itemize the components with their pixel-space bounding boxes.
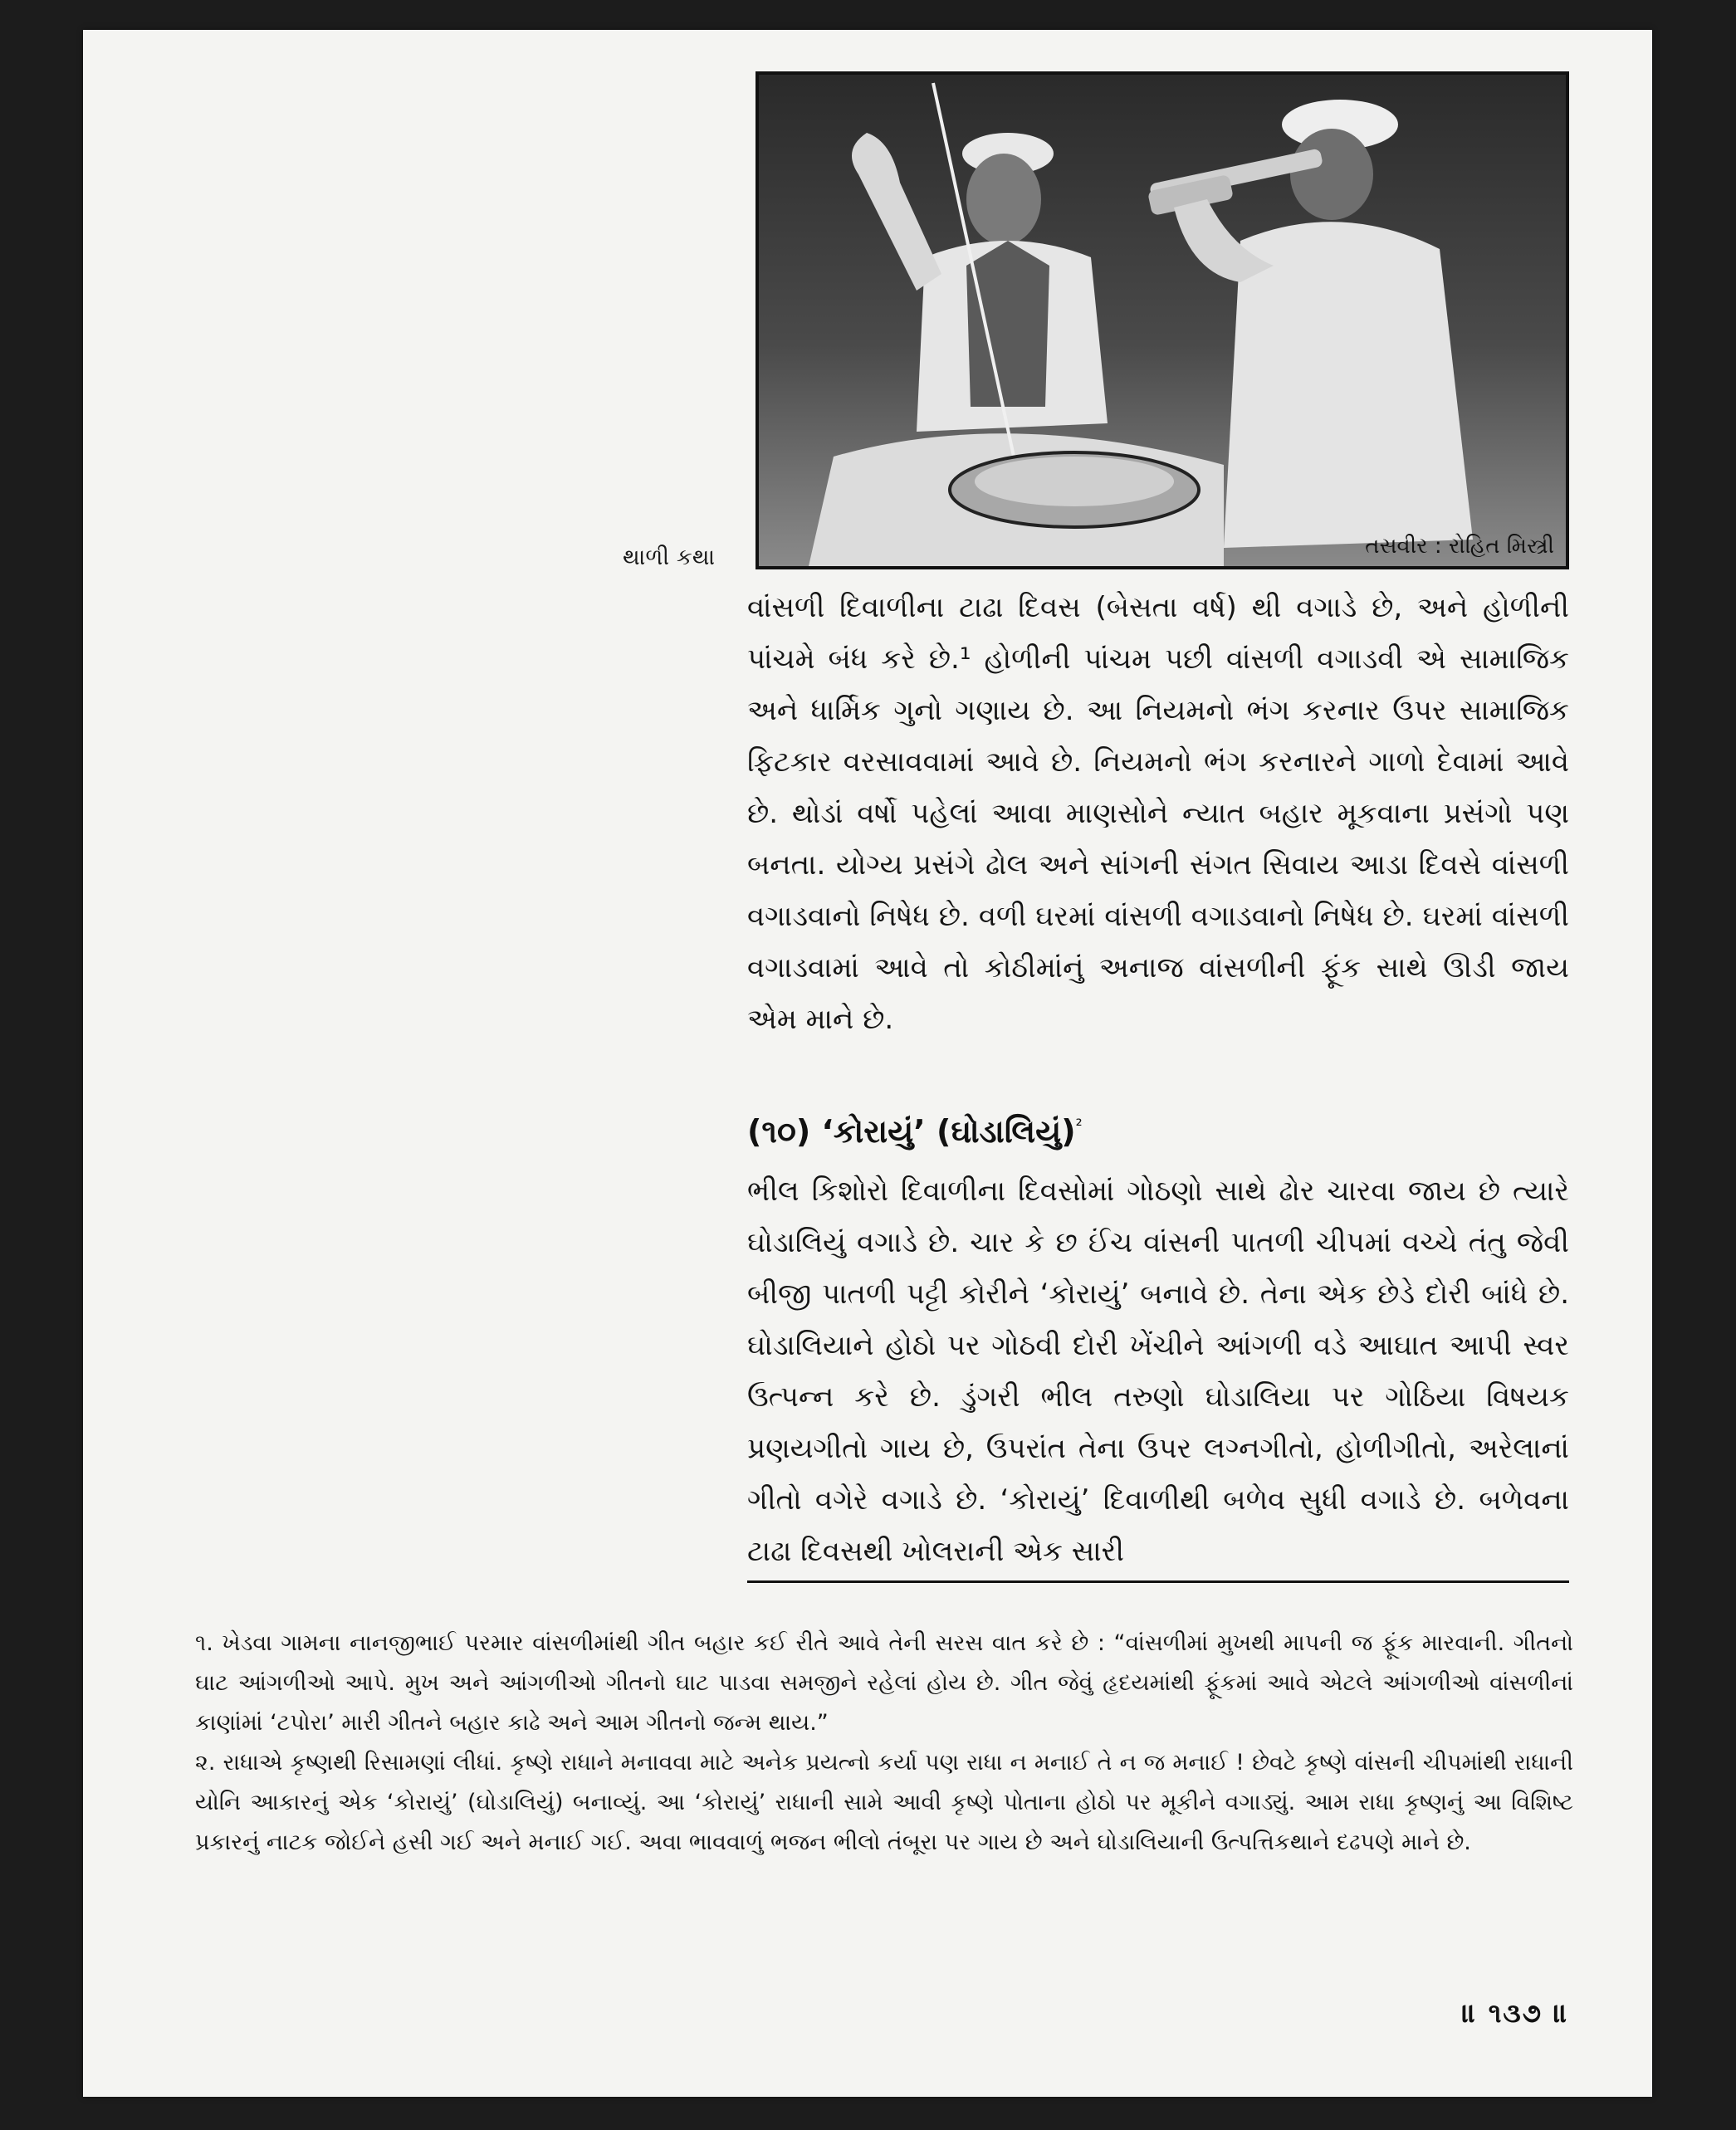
photo-illustration [759, 75, 1566, 566]
section-heading [747, 1113, 1083, 1150]
paragraph-vansli: વાંસળી દિવાળીના ટાઢા દિવસ (બેસતા વર્ષ) થી વગાડે છે, અને હોળીની પાંચમે બંધ કરે છે.¹ હોળીની પાંચમ પછી વાંસળી વગાડવી એ સામાજિક અને ધાર્મિક ગુનો ગણાય છે. આ નિયમનો ભંગ કરનાર ઉપર સામાજિક ફિટકાર વરસાવવામાં આવે છે. નિયમનો ભંગ કરનારને ગાળો દેવામાં આવે છે. થોડાં વર્ષો પહેલાં આવા માણસોને ન્યાત બહાર મૂકવાના પ્રસંગો પણ બનતા. યોગ્ય પ્રસંગે ઢોલ અને સાંગની સંગત સિવાય આડા દિવસે વાંસળી વગાડવાનો નિષેધ છે. વળી ઘરમાં વાંસળી વગાડવાનો નિષેધ છે. ઘરમાં વાંસળી વગાડવામાં આવે તો કોઠીમાંનું અનાજ વાંસળીની ફૂંક સાથે ઊડી જાય એમ માને છે. [747, 591, 1569, 1036]
body-text-block-1 [747, 582, 1569, 1045]
section-heading-text: (૧૦) ‘કોરાયું’ (ઘોડાલિયું) [747, 1113, 1076, 1150]
photograph-thali-katha [756, 71, 1569, 569]
footnote-2: ૨. રાધાએ કૃષ્ણથી રિસામણાં લીધાં. કૃષ્ણે રાધાને મનાવવા માટે અનેક પ્રયત્નો કર્યા પણ રાધા ન મનાઈ તે ન જ મનાઈ ! છેવટે કૃષ્ણે વાંસની ચીપમાંથી રાધાની યોનિ આકારનું એક ‘કોરાયું’ (ઘોડાલિયું) બનાવ્યું. આ ‘કોરાયું’ રાધાની સામે આવી કૃષ્ણે પોતાના હોઠો પર મૂકીને વગાડ્યું. આમ રાધા કૃષ્ણનું આ વિશિષ્ટ પ્રકારનું નાટક જોઈને હસી ગઈ અને મનાઈ ગઈ. અવા ભાવવાળું ભજન ભીલો તંબૂરા પર ગાય છે અને ઘોડાલિયાની ઉત્પત્તિકથાને દઢપણે માને છે. [195, 1750, 1573, 1855]
body-text-block-2 [747, 1165, 1569, 1583]
page-number: ॥ ૧૩૭ ॥ [1461, 1997, 1569, 2029]
book-page [83, 30, 1652, 2097]
footnotes [195, 1624, 1573, 1863]
footnote-1: ૧. ખેડવા ગામના નાનજીભાઈ પરમાર વાંસળીમાંથી ગીત બહાર કઈ રીતે આવે તેની સરસ વાત કરે છે : “વાંસળીમાં મુખથી માપની જ ફૂંક મારવાની. ગીતનો ઘાટ આંગળીઓ આપે. મુખ અને આંગળીઓ ગીતનો ઘાટ પાડવા સમજીને રહેલાં હોય છે. ગીત જેવું હૃદયમાંથી ફૂંકમાં આવે એટલે આંગળીઓ વાંસળીનાં કાણાંમાં ‘ટપોરા’ મારી ગીતને બહાર કાઢે અને આમ ગીતનો જન્મ થાય.” [195, 1630, 1573, 1736]
footnote-ref-2: ² [1075, 1115, 1083, 1136]
photo-credit: તસવીર : રોહિત મિસ્ત્રી [1365, 534, 1554, 559]
paragraph-koraiyu: ભીલ કિશોરો દિવાળીના દિવસોમાં ગોઠણો સાથે ઢોર ચારવા જાય છે ત્યારે ઘોડાલિયું વગાડે છે. ચાર કે છ ઈંચ વાંસની પાતળી ચીપમાં વચ્ચે તંતુ જેવી બીજી પાતળી પટ્ટી કોરીને ‘કોરાયું’ બનાવે છે. તેના એક છેડે દોરી બાંધે છે. ઘોડાલિયાને હોઠો પર ગોઠવી દોરી ખેંચીને આંગળી વડે આઘાત આપી સ્વર ઉત્પન્ન કરે છે. ડુંગરી ભીલ તરુણો ઘોડાલિયા પર ગોઠિયા વિષયક પ્રણયગીતો ગાય છે, ઉપરાંત તેના ઉપર લગ્નગીતો, હોળીગીતો, અરેલાનાં ગીતો વગેરે વગાડે છે. ‘કોરાયું’ દિવાળીથી બળેવ સુધી વગાડે છે. બળેવના ટાઢા દિવસથી ખોલરાની એક સારી [747, 1165, 1569, 1583]
photo-caption: થાળી કથા [623, 545, 716, 570]
